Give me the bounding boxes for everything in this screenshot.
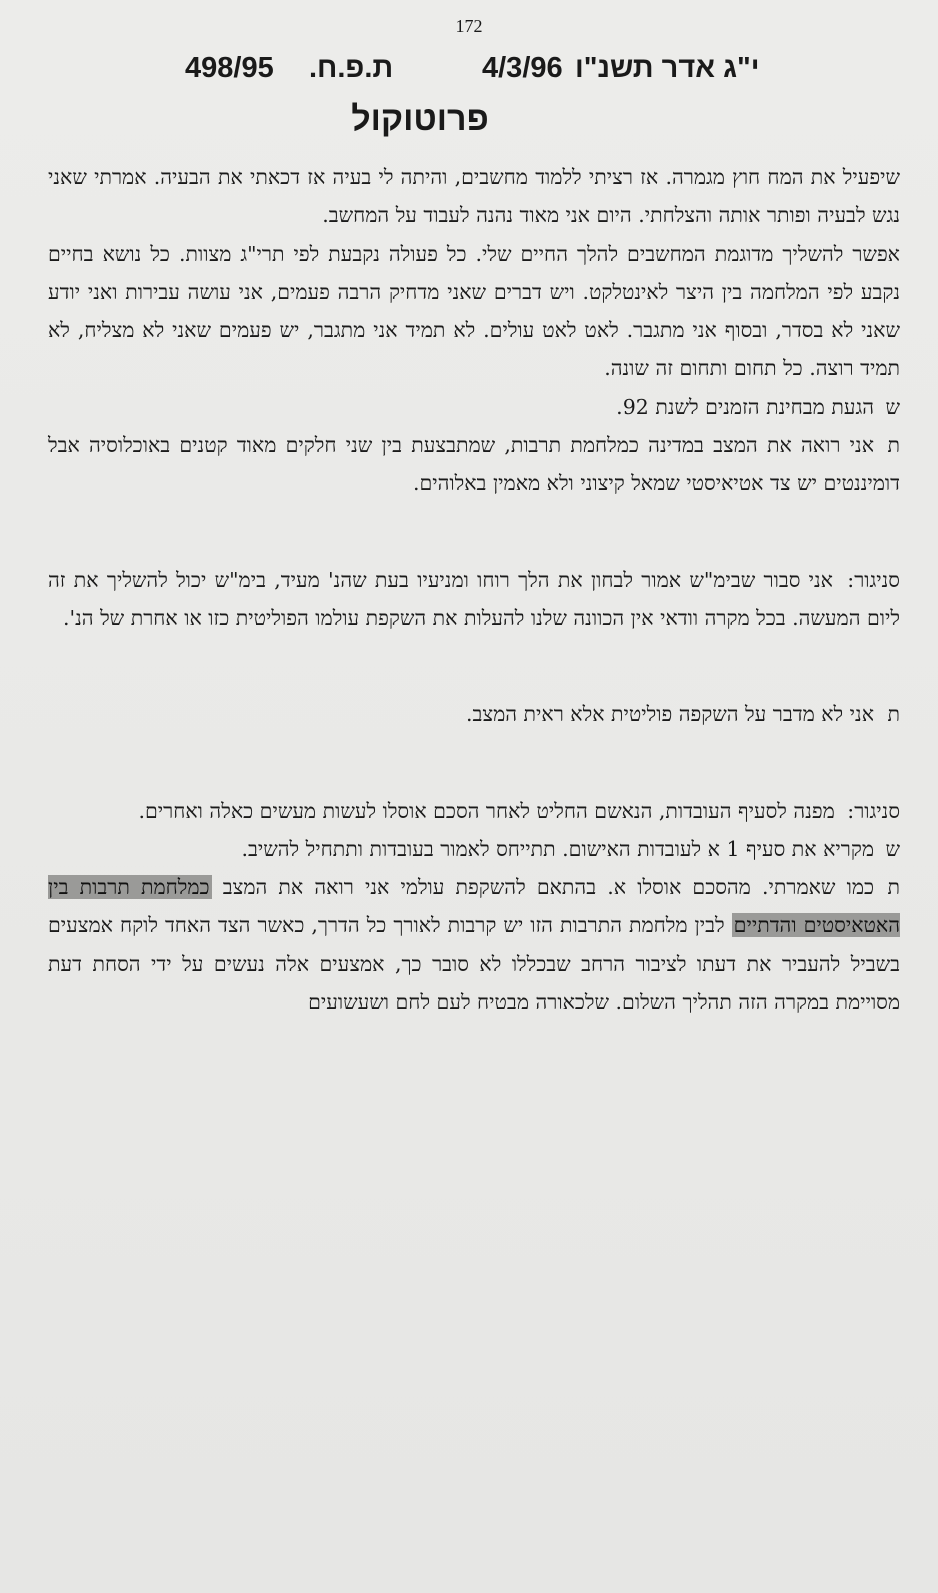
highlighted-text: כמלחמת תרבות בין האטאיסטים והדתיים	[48, 875, 900, 938]
statement-text: מפנה לסעיף העובדות, הנאשם החליט לאחר הסכם אוסלו לעשות מעשים כאלה ואחרים.	[138, 798, 835, 823]
answer-paragraph	[48, 695, 900, 733]
testimony-paragraph: שיפעיל את המח חוץ מגמרה. אז רציתי ללמוד מחשבים, והיתה לי בעיה אז דכאתי את הבעיה. אמרתי שאני נגש לבעיה ופותר אותה והצלחתי. היום אני מאוד נהנה לעבוד על המחשב.	[48, 165, 900, 228]
answer-paragraph	[48, 426, 900, 503]
question-paragraph	[48, 830, 900, 868]
page-number: 172	[455, 16, 483, 36]
speaker-label: סניגור:	[847, 567, 900, 592]
defense-statement	[48, 792, 900, 830]
answer-marker: ת	[887, 702, 900, 727]
testimony-paragraph: אפשר להשליך מדוגמת המחשבים להלך החיים שלי. כל פעולה נקבעת לפי תרי"ג מצוות. כל נושא בחיים נקבע לפי המלחמה בין היצר לאינטלקט. ויש דברים שאני מדחיק הרבה פעמים, אני עושה עבירות ואני יודע שאני לא בסדר, ובסוף אני מתגבר. לאט לאט עולים. לא תמיד אני מתגבר, יש פעמים שאני לא מצליח, לא תמיד רוצה. כל תחום ותחום זה שונה.	[48, 241, 900, 381]
case-number: 498/95	[185, 52, 274, 84]
defense-statement	[48, 561, 900, 638]
answer-marker: ת	[887, 875, 900, 900]
document-title: פרוטוקול	[351, 100, 489, 138]
hebrew-date: י"ג אדר תשנ"ו	[575, 52, 760, 84]
answer-text: אני רואה את המצב במדינה כמלחמת תרבות, שמתבצעת בין שני חלקים מאוד קטנים באוכלוסיה אבל דומיננטים יש צד אטיאיסטי שמאל קיצוני ולא מאמין באלוהים.	[48, 433, 900, 496]
answer-text-continued: לבין מלחמת התרבות הזו יש קרבות לאורך כל הדרך, כאשר הצד האחד לוקח אמצעים בשביל להעביר את דעתו לציבור הרחב שבכללו לא סובר כך, אמצעים אלה נעשים על ידי הסחת דעת מסויימת במקרה הזה תהליך השלום. שלכאורה מבטיח לעם לחם ושעשועים	[48, 913, 900, 1015]
statement-text: אני סבור שבימ"ש אמור לבחון את הלך רוחו ומניעיו בעת שהנ' מעיד, בימ"ש יכול להשליך את זה ליום המעשה. בכל מקרה וודאי אין הכוונה שלנו להעלות את השקפת עולמו הפוליטית כזו או אחרת של הנ'.	[48, 567, 900, 630]
question-paragraph	[48, 388, 900, 426]
case-code: ת.פ.ח.	[309, 52, 394, 84]
answer-text: אני לא מדבר על השקפה פוליטית אלא ראית המצב.	[465, 702, 874, 727]
speaker-label: סניגור:	[847, 798, 900, 823]
answer-paragraph	[48, 868, 900, 1021]
question-text: מקריא את סעיף 1 א לעובדות האישום. תתייחס לאמור בעובדות ותתחיל להשיב.	[241, 836, 874, 861]
gregorian-date: 4/3/96	[482, 52, 563, 84]
document-header	[185, 52, 825, 96]
protocol-body	[48, 158, 900, 1021]
question-text: הגעת מבחינת הזמנים לשנת 92.	[616, 394, 874, 419]
answer-marker: ת	[887, 433, 900, 458]
answer-text: כמו שאמרתי. מהסכם אוסלו א. בהתאם להשקפת עולמי אני רואה את המצב	[222, 875, 874, 900]
question-marker: ש	[885, 836, 900, 861]
question-marker: ש	[885, 394, 900, 419]
